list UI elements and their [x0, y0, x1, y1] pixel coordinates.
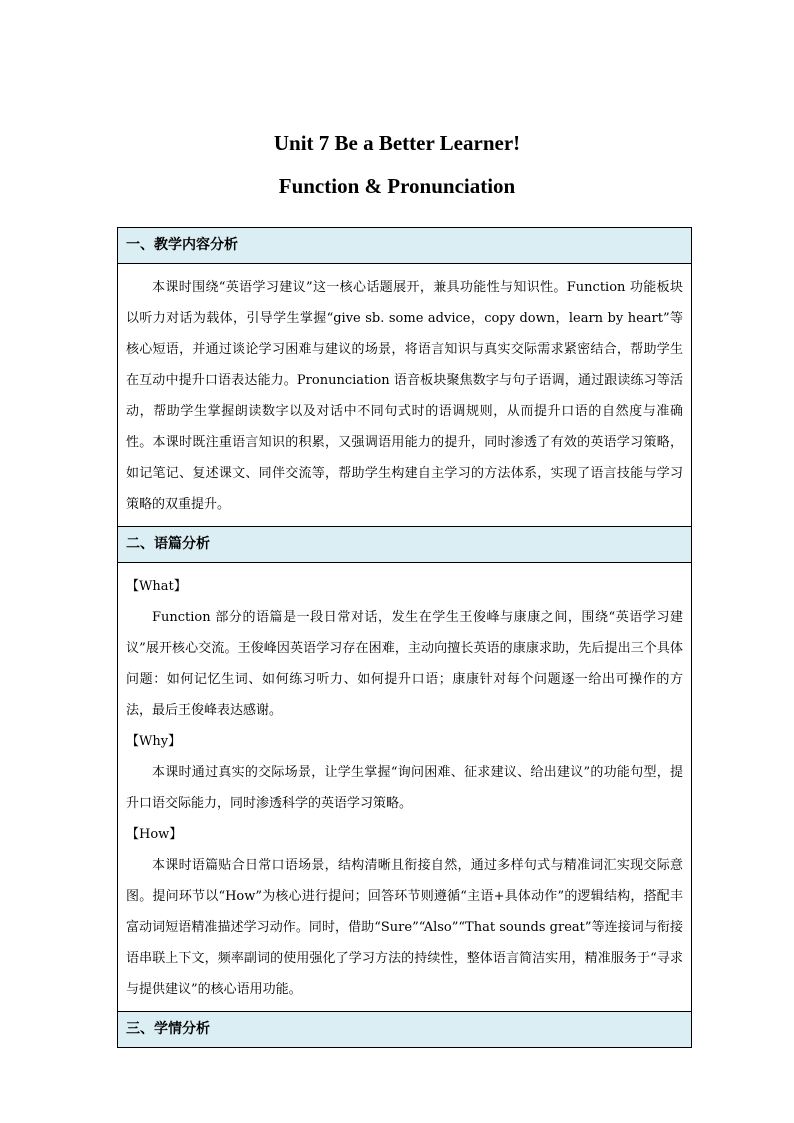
section-heading-learner-analysis: 三、学情分析 [118, 1012, 691, 1048]
lesson-analysis-table [117, 227, 692, 1048]
section-heading-discourse-analysis: 二、语篇分析 [118, 527, 691, 563]
how-paragraph: 本课时语篇贴合日常口语场景，结构清晰且衔接自然，通过多样句式与精准词汇实现交际意图。提问环节以“How”为核心进行提问；回答环节则遵循“主语+具体动作”的逻辑结构，搭配丰富动词短语精准描述学习动作。同时，借助“Sure”“Also”“That sounds great”等连接词与衔接语串联上下文，频率副词的使用强化了学习方法的持续性，整体语言简洁实用，精准服务于“寻求与提供建议”的核心语用功能。 [126, 858, 683, 997]
why-tag: 【Why】 [126, 734, 182, 749]
content-analysis-paragraph: 本课时围绕“英语学习建议”这一核心话题展开，兼具功能性与知识性。Function 功能板块以听力对话为载体，引导学生掌握“give sb. some advice，copy down，learn by heart”等核心短语，并通过谈论学习困难与建议的场景，将语言知识与真实交际需求紧密结合，帮助学生在互动中提升口语表达能力。Pronunciation 语音板块聚焦数字与句子语调，通过跟读练习等活动，帮助学生掌握朗读数字以及对话中不同句式时的语调规则，从而提升口语的自然度与准确性。本课时既注重语言知识的积累，又强调语用能力的提升，同时渗透了有效的英语学习策略，如记笔记、复述课文、同伴交流等，帮助学生构建自主学习的方法体系，实现了语言技能与学习策略的双重提升。 [126, 280, 683, 512]
section-heading-content-analysis: 一、教学内容分析 [118, 228, 691, 264]
page-title: Unit 7 Be a Better Learner! [273, 131, 521, 155]
page-subtitle: Function & Pronunciation [278, 174, 516, 198]
discourse-analysis-cell [118, 563, 691, 1012]
what-paragraph: Function 部分的语篇是一段日常对话，发生在学生王俊峰与康康之间，围绕“英语学习建议”展开核心交流。王俊峰因英语学习存在困难，主动向擅长英语的康康求助，先后提出三个具体问题：如何记忆生词、如何练习听力、如何提升口语；康康针对每个问题逐一给出可操作的方法，最后王俊峰表达感谢。 [126, 610, 683, 718]
content-analysis-cell [118, 264, 691, 527]
why-paragraph: 本课时通过真实的交际场景，让学生掌握“询问困难、征求建议、给出建议”的功能句型，提升口语交际能力，同时渗透科学的英语学习策略。 [126, 765, 683, 811]
how-tag: 【How】 [126, 827, 183, 842]
what-tag: 【What】 [126, 579, 187, 594]
